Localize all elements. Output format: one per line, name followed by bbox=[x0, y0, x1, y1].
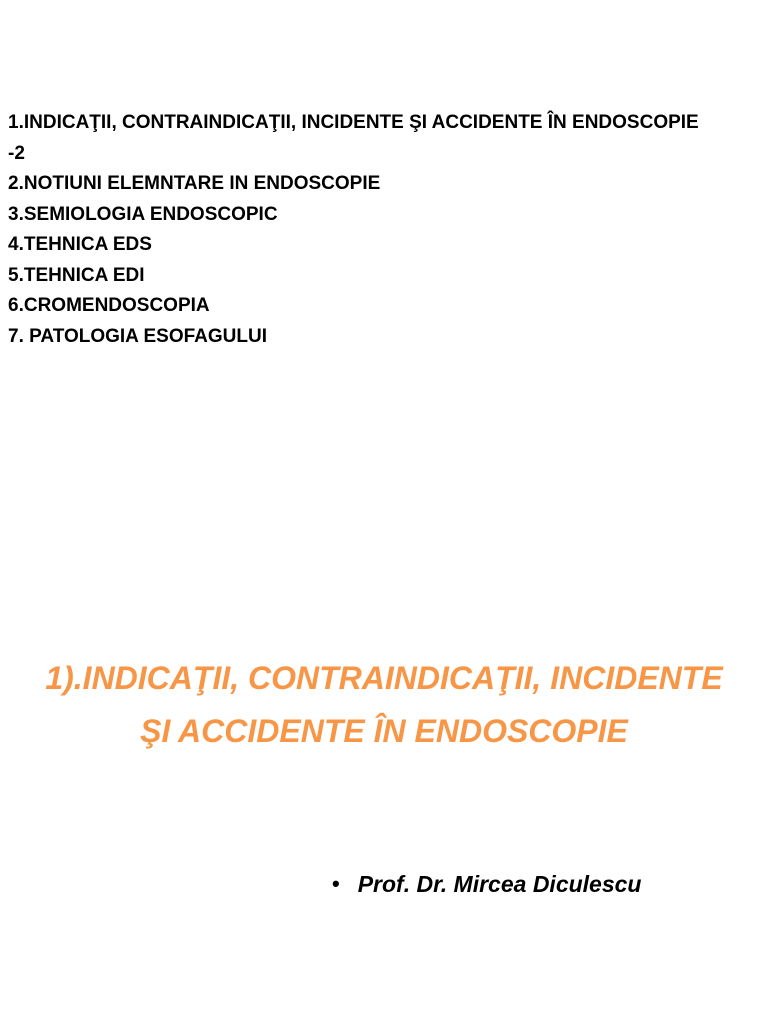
toc-item-3: 3.SEMIOLOGIA ENDOSCOPIC bbox=[8, 203, 278, 225]
toc-item-6: 6.CROMENDOSCOPIA bbox=[8, 295, 210, 316]
slide-title: 1).INDICAŢII, CONTRAINDICAŢII, INCIDENTE ŞI ACCIDENTE ÎN ENDOSCOPIE bbox=[45, 660, 723, 749]
author-line bbox=[332, 864, 641, 904]
toc-item-4: 4.TEHNICA EDS bbox=[8, 234, 152, 255]
author-name: Prof. Dr. Mircea Diculescu bbox=[357, 871, 642, 897]
toc-item-5: 5.TEHNICA EDI bbox=[8, 264, 145, 286]
table-of-contents bbox=[8, 108, 708, 352]
toc-item-2: 2.NOTIUNI ELEMNTARE IN ENDOSCOPIE bbox=[8, 173, 381, 194]
bullet-icon: • bbox=[332, 871, 340, 896]
toc-item-1: 1.INDICAŢII, CONTRAINDICAŢII, INCIDENTE ŞI ACCIDENTE ÎN ENDOSCOPIE -2 bbox=[8, 112, 699, 164]
toc-item-7: 7. PATOLOGIA ESOFAGULUI bbox=[8, 325, 267, 347]
